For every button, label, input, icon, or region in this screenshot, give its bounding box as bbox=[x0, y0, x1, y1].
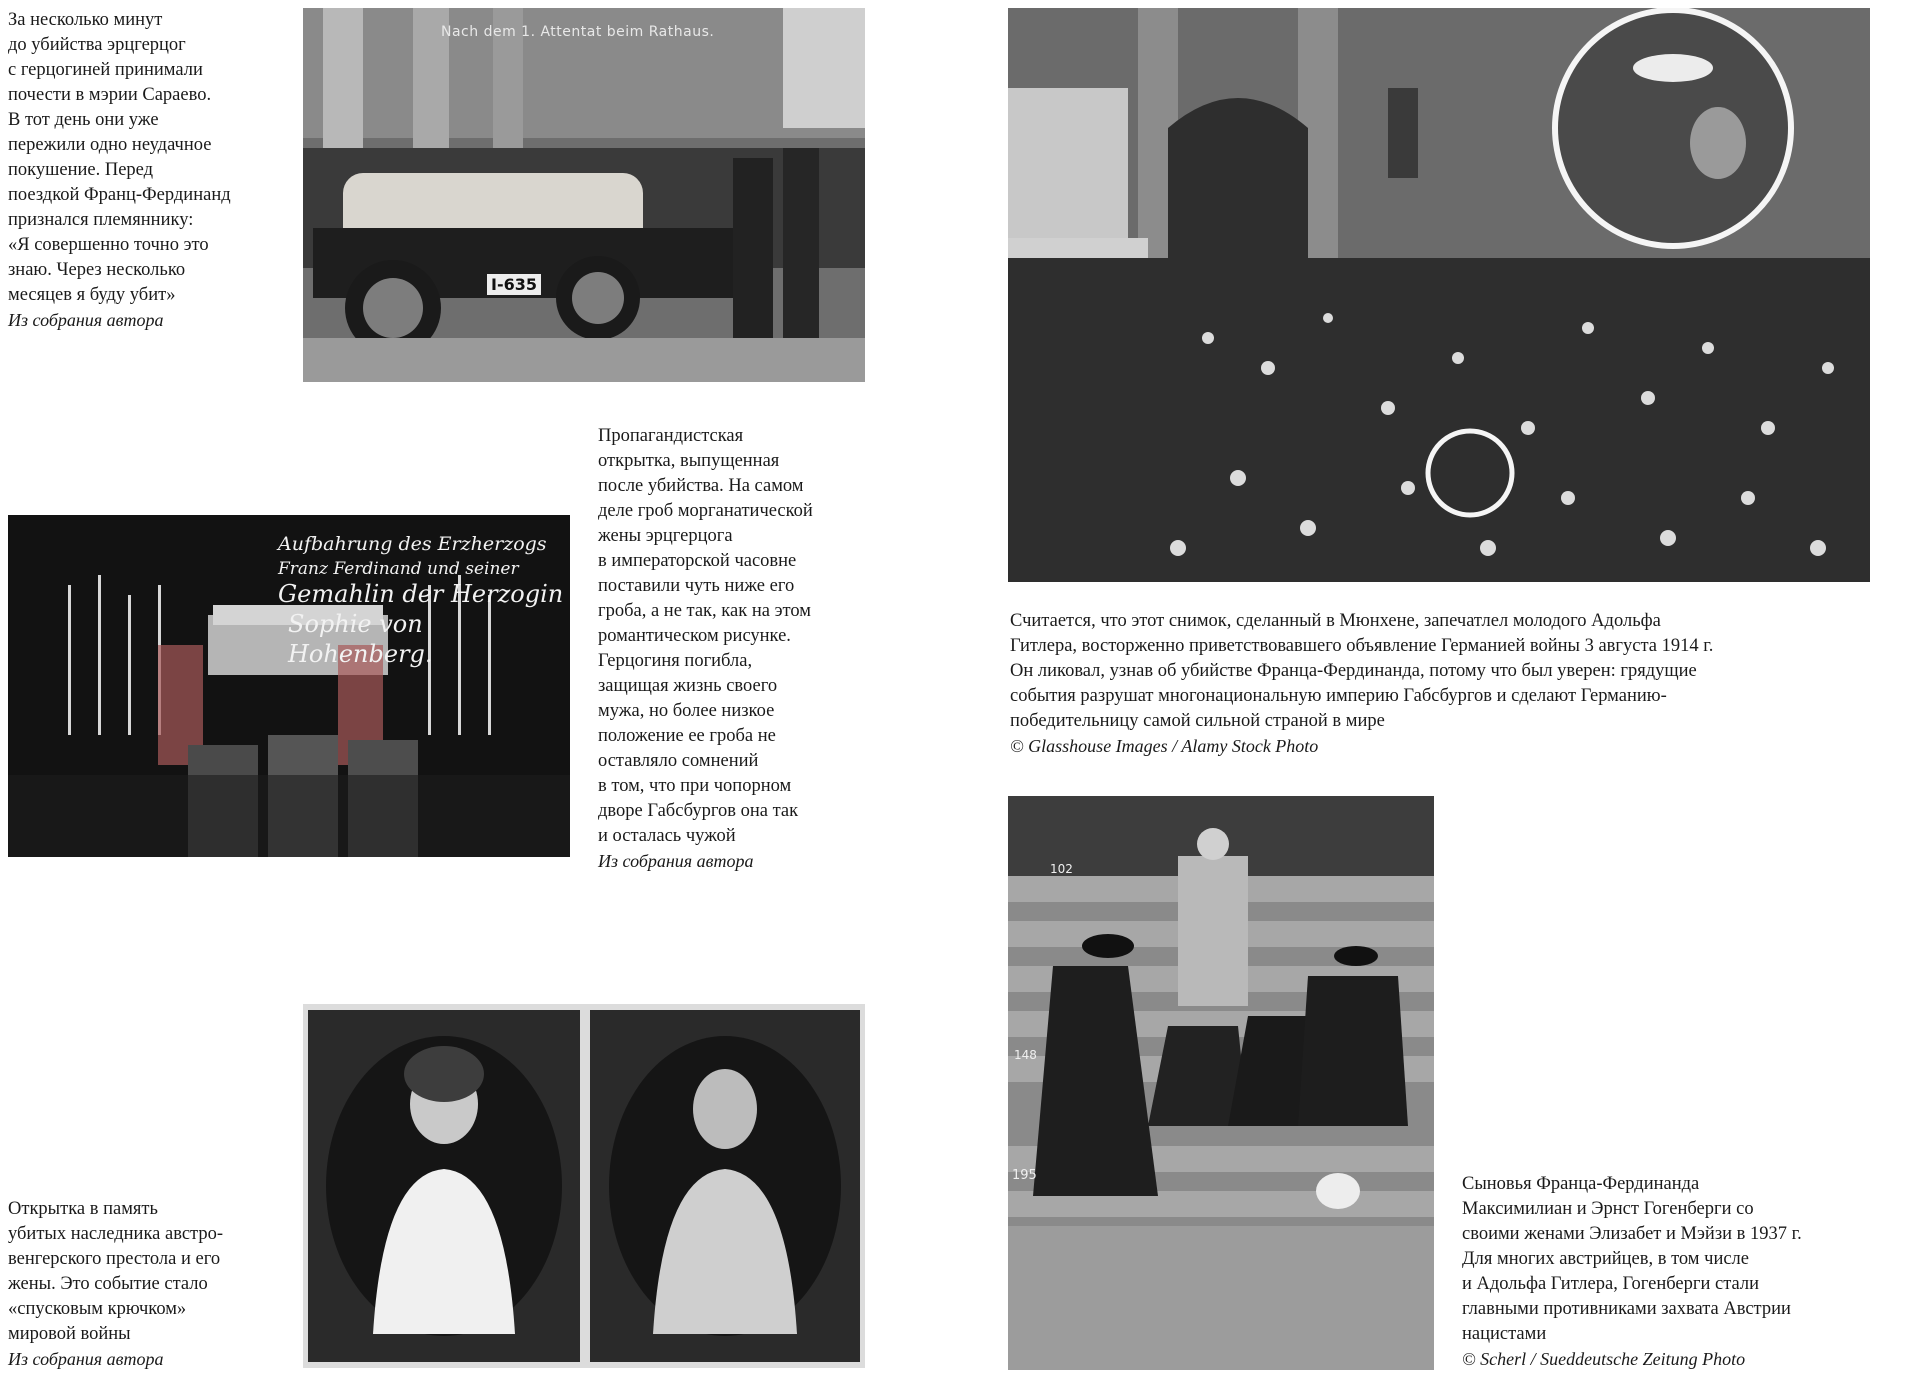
postcard-line: Gemahlin der Herzogin bbox=[278, 580, 564, 608]
caption-line: «Я совершенно точно это bbox=[8, 235, 209, 255]
caption-line: поездкой Франц-Фердинанд bbox=[8, 185, 231, 205]
caption-line: после убийства. На самом bbox=[598, 476, 804, 496]
caption-line: гроба, а не так, как на этом bbox=[598, 601, 811, 621]
caption-line: Открытка в память bbox=[8, 1199, 158, 1219]
caption-line: своими женами Элизабет и Мэйзи в 1937 г. bbox=[1462, 1224, 1802, 1244]
caption-line: знаю. Через несколько bbox=[8, 260, 186, 280]
photo-memorial-postcard bbox=[303, 1004, 865, 1368]
caption-line: месяцев я буду убит» bbox=[8, 285, 176, 305]
caption-line: В тот день они уже bbox=[8, 110, 159, 130]
caption-munich bbox=[1010, 609, 1890, 759]
caption-line: романтическом рисунке. bbox=[598, 626, 791, 646]
caption-sons bbox=[1462, 1172, 1902, 1372]
caption-line: Сыновья Франца-Фердинанда bbox=[1462, 1174, 1700, 1194]
caption-line: до убийства эрцгерцог bbox=[8, 35, 186, 55]
caption-line: и осталась чужой bbox=[598, 826, 736, 846]
caption-line: почести в мэрии Сараево. bbox=[8, 85, 212, 105]
photo-credit: © Scherl / Sueddeutsche Zeitung Photo bbox=[1462, 1349, 1746, 1369]
caption-line: покушение. Перед bbox=[8, 160, 154, 180]
caption-line: мужа, но более низкое bbox=[598, 701, 775, 721]
photo-credit: Из собрания автора bbox=[8, 310, 164, 330]
photo-hohenberg-sons bbox=[1008, 796, 1434, 1370]
caption-line: жены. Это событие стало bbox=[8, 1274, 208, 1294]
bench-number: 148 bbox=[1014, 1048, 1037, 1062]
caption-line: Гитлера, восторженно приветствовавшего объявление Германией войны 3 августа 1914 г. bbox=[1010, 636, 1714, 656]
postcard-line: Sophie von Hohenberg. bbox=[288, 610, 433, 668]
bench-number: 102 bbox=[1050, 862, 1073, 876]
caption-line: пережили одно неудачное bbox=[8, 135, 212, 155]
caption-line: За несколько минут bbox=[8, 10, 163, 30]
caption-propaganda bbox=[598, 424, 878, 874]
caption-line: положение ее гроба не bbox=[598, 726, 776, 746]
caption-line: Максимилиан и Эрнст Гогенберги со bbox=[1462, 1199, 1754, 1219]
caption-line: с герцогиней принимали bbox=[8, 60, 203, 80]
caption-line: «спусковым крючком» bbox=[8, 1299, 187, 1319]
photo-credit: Из собрания автора bbox=[598, 851, 754, 871]
caption-line: открытка, выпущенная bbox=[598, 451, 780, 471]
caption-sarajevo bbox=[8, 8, 288, 333]
caption-line: Считается, что этот снимок, сделанный в Мюнхене, запечатлел молодого Адольфа bbox=[1010, 611, 1661, 631]
caption-line: победительницу самой сильной страной в мире bbox=[1010, 711, 1385, 731]
photo-credit: Из собрания автора bbox=[8, 1349, 164, 1369]
license-plate: I-635 bbox=[487, 274, 541, 295]
caption-line: Пропагандистская bbox=[598, 426, 744, 446]
caption-line: поставили чуть ниже его bbox=[598, 576, 795, 596]
caption-line: дворе Габсбургов она так bbox=[598, 801, 799, 821]
postcard-line: Aufbahrung des Erzherzogs bbox=[278, 533, 547, 555]
caption-line: Герцогиня погибла, bbox=[598, 651, 753, 671]
caption-line: Он ликовал, узнав об убийстве Франца-Фердинанда, потому что был уверен: грядущие bbox=[1010, 661, 1697, 681]
caption-line: главными противниками захвата Австрии bbox=[1462, 1299, 1791, 1319]
caption-line: деле гроб морганатической bbox=[598, 501, 813, 521]
sarajevo-photo-inscription: Nach dem 1. Attentat beim Rathaus. bbox=[441, 24, 715, 40]
caption-line: оставляло сомнений bbox=[598, 751, 759, 771]
photo-munich-crowd bbox=[1008, 8, 1870, 582]
postcard-inscription bbox=[278, 529, 568, 669]
caption-line: события разрушат многонациональную империю Габсбургов и сделают Германию- bbox=[1010, 686, 1667, 706]
caption-line: венгерского престола и его bbox=[8, 1249, 221, 1269]
caption-line: нацистами bbox=[1462, 1324, 1547, 1344]
photo-credit: © Glasshouse Images / Alamy Stock Photo bbox=[1010, 736, 1319, 756]
caption-line: признался племяннику: bbox=[8, 210, 194, 230]
caption-line: защищая жизнь своего bbox=[598, 676, 778, 696]
caption-memorial bbox=[8, 1197, 288, 1372]
caption-line: жены эрцгерцога bbox=[598, 526, 733, 546]
caption-line: в том, что при чопорном bbox=[598, 776, 792, 796]
caption-line: в императорской часовне bbox=[598, 551, 797, 571]
photo-propaganda-postcard bbox=[8, 515, 570, 857]
postcard-line: Franz Ferdinand und seiner bbox=[278, 559, 519, 579]
caption-line: мировой войны bbox=[8, 1324, 131, 1344]
caption-line: Для многих австрийцев, в том числе bbox=[1462, 1249, 1750, 1269]
bench-number: 195 bbox=[1012, 1168, 1037, 1183]
caption-line: и Адольфа Гитлера, Гогенберги стали bbox=[1462, 1274, 1760, 1294]
photo-sarajevo-car bbox=[303, 8, 865, 382]
caption-line: убитых наследника австро- bbox=[8, 1224, 224, 1244]
